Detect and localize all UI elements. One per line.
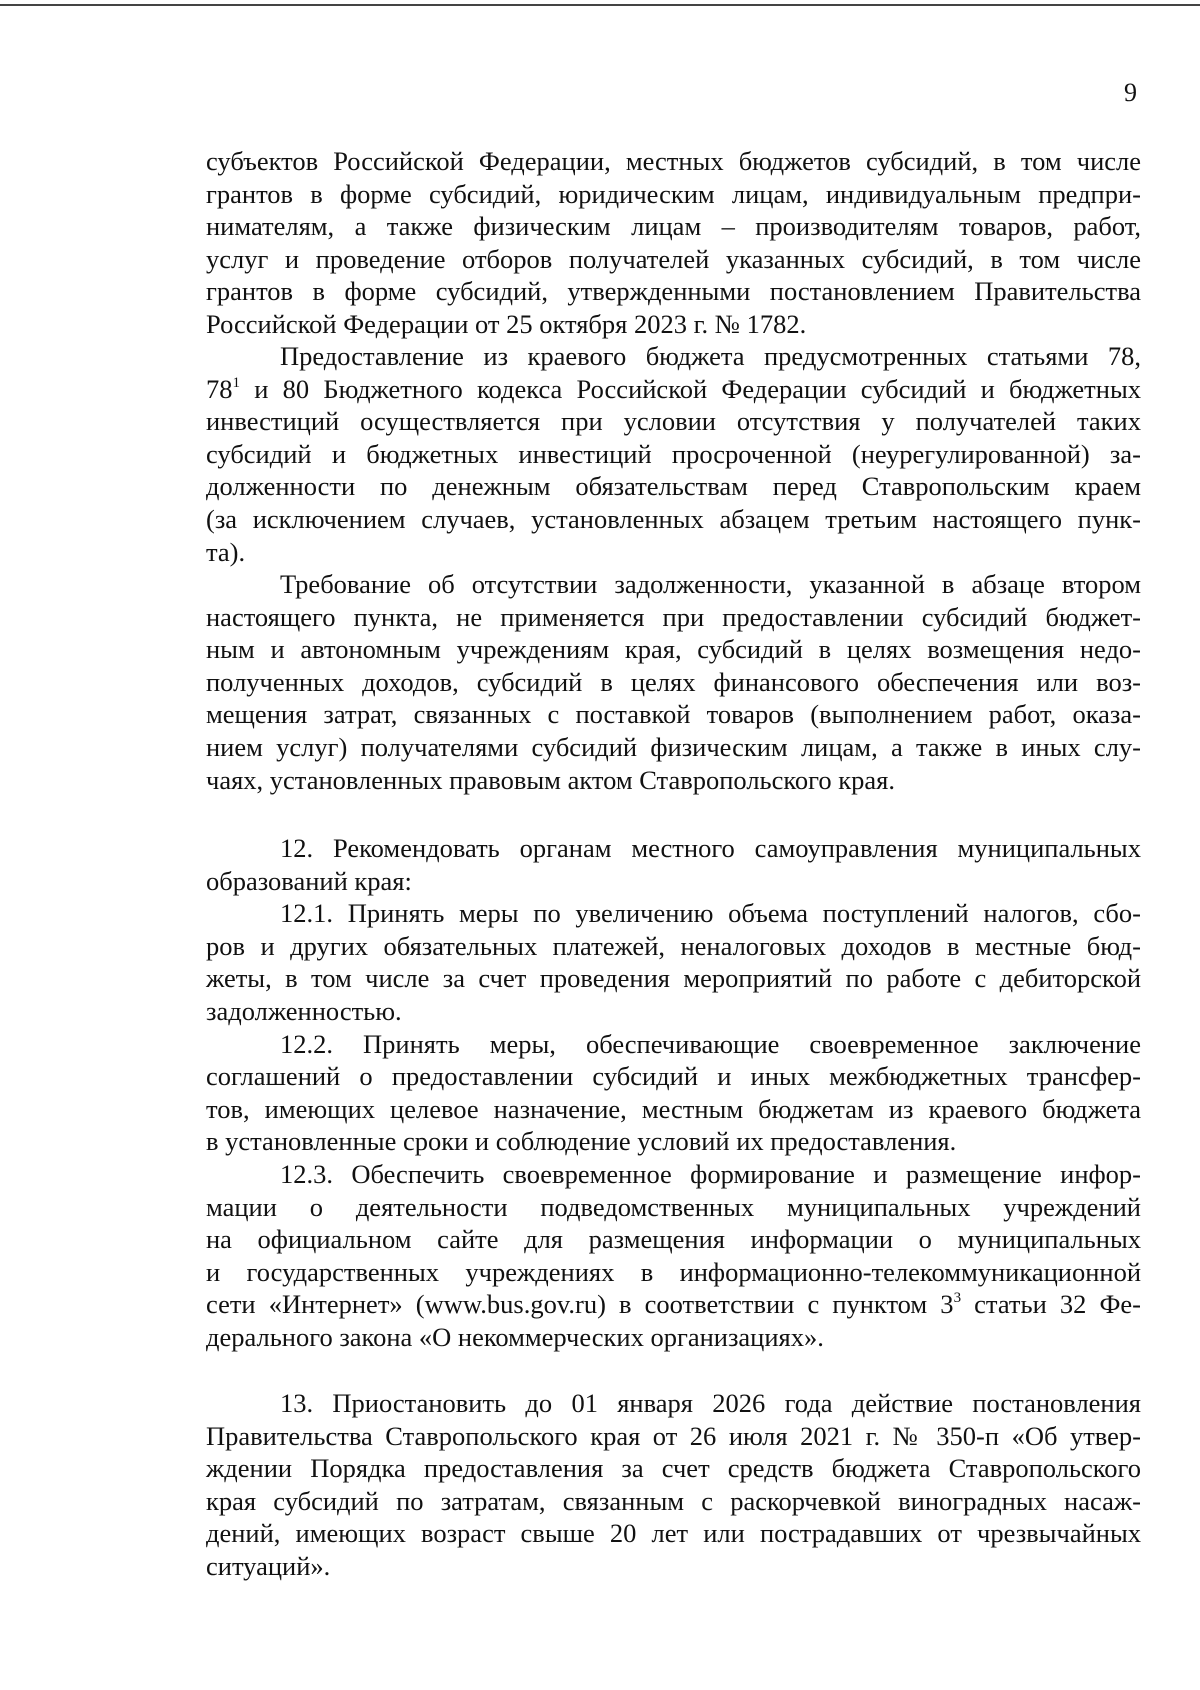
text-line: на официальном сайте для размещения информации о муниципальных	[206, 1224, 1141, 1255]
text-line-with-superscript	[206, 1288, 1141, 1321]
text-line: грантов в форме субсидий, юридическим лицам, индивидуальным предпри-	[206, 178, 1141, 209]
text-line: ситуаций».	[206, 1550, 331, 1581]
text-line: Предоставление из краевого бюджета предусмотренных статьями 78,	[280, 341, 1141, 371]
top-rule	[0, 4, 1200, 6]
text-line: в установленные сроки и соблюдение условий их предоставления.	[206, 1126, 957, 1157]
text-line: Правительства Ставропольского края от 26 июля 2021 г. № 350-п «Об утвер-	[206, 1420, 1141, 1451]
text-line: жеты, в том числе за счет проведения мероприятий по работе с дебиторской	[206, 963, 1141, 994]
paragraph-continuation	[206, 145, 1141, 341]
text-line: 12.3. Обеспечить своевременное формирование и размещение инфор-	[280, 1158, 1141, 1189]
text-line: мации о деятельности подведомственных муниципальных учреждений	[206, 1191, 1141, 1222]
text-line: инвестиций осуществляется при условии отсутствия у получателей таких	[206, 406, 1141, 437]
text-line: нимателям, а также физическим лицам – производителям товаров, работ,	[206, 211, 1141, 242]
text-line: дерального закона «О некоммерческих организациях».	[206, 1321, 824, 1352]
text-line: дений, имеющих возраст свыше 20 лет или пострадавших от чрезвычайных	[206, 1518, 1141, 1549]
paragraph-debt-requirement	[206, 568, 1141, 796]
text-line: тов, имеющих целевое назначение, местным бюджетам из краевого бюджета	[206, 1093, 1141, 1124]
text-fragment: сети «Интернет» (www.bus.gov.ru) в соответствии с пунктом 3	[206, 1289, 954, 1320]
text-line: Требование об отсутствии задолженности, указанной в абзаце втором	[280, 569, 1141, 599]
text-line: ным и автономным учреждениям края, субсидий в целях возмещения недо-	[206, 634, 1141, 665]
superscript: 3	[953, 1290, 962, 1307]
text-line: та).	[206, 536, 246, 567]
text-line: образований края:	[206, 865, 412, 896]
text-line: долженности по денежным обязательствам перед Ставропольским краем	[206, 471, 1141, 502]
text-line: настоящего пункта, не применяется при предоставлении субсидий бюджет-	[206, 601, 1141, 632]
text-line: ждении Порядка предоставления за счет средств бюджета Ставропольского	[206, 1453, 1141, 1484]
text-line: ров и других обязательных платежей, неналоговых доходов в местные бюд-	[206, 930, 1141, 961]
text-line: края субсидий по затратам, связанным с раскорчевкой виноградных насаж-	[206, 1485, 1141, 1516]
text-line: 12.1. Принять меры по увеличению объема поступлений налогов, сбо-	[280, 898, 1141, 929]
text-fragment: статьи 32 Фе-	[961, 1289, 1141, 1320]
text-line: 12.2. Принять меры, обеспечивающие своевременное заключение	[280, 1028, 1141, 1059]
text-line: полученных доходов, субсидий в целях финансового обеспечения или воз-	[206, 666, 1141, 697]
text-line: услуг и проведение отборов получателей указанных субсидий, в том числе	[206, 243, 1141, 274]
text-fragment: 78	[206, 373, 233, 404]
section-13	[206, 1387, 1141, 1583]
text-line: субсидий и бюджетных инвестиций просроченной (неурегулированной) за-	[206, 438, 1141, 469]
text-fragment: и 80 Бюджетного кодекса Российской Федерации субсидий и бюджетных	[240, 373, 1141, 404]
page-number: 9	[1124, 78, 1137, 107]
text-line: (за исключением случаев, установленных абзацем третьим настоящего пунк-	[206, 503, 1141, 534]
text-line: Российской Федерации от 25 октября 2023 г. № 1782.	[206, 308, 807, 339]
text-line: 13. Приостановить до 01 января 2026 года действие постановления	[280, 1388, 1141, 1418]
text-line: субъектов Российской Федерации, местных бюджетов субсидий, в том числе	[206, 146, 1141, 176]
text-line: мещения затрат, связанных с поставкой товаров (выполнением работ, оказа-	[206, 699, 1141, 730]
superscript: 1	[232, 374, 240, 391]
text-line: нием услуг) получателями субсидий физическим лицам, а также в иных слу-	[206, 731, 1141, 762]
text-line: соглашений о предоставлении субсидий и иных межбюджетных трансфер-	[206, 1061, 1141, 1092]
text-line: грантов в форме субсидий, утвержденными постановлением Правительства	[206, 276, 1141, 307]
text-line: чаях, установленных правовым актом Ставропольского края.	[206, 764, 895, 795]
section-12	[206, 832, 1141, 1354]
text-line: и государственных учреждениях в информационно-телекоммуникационной	[206, 1256, 1141, 1287]
text-line: 12. Рекомендовать органам местного самоуправления муниципальных	[280, 833, 1141, 863]
paragraph-budget-investments	[206, 340, 1141, 568]
text-line: задолженностью.	[206, 995, 402, 1026]
text-line-with-superscript	[206, 373, 1141, 406]
